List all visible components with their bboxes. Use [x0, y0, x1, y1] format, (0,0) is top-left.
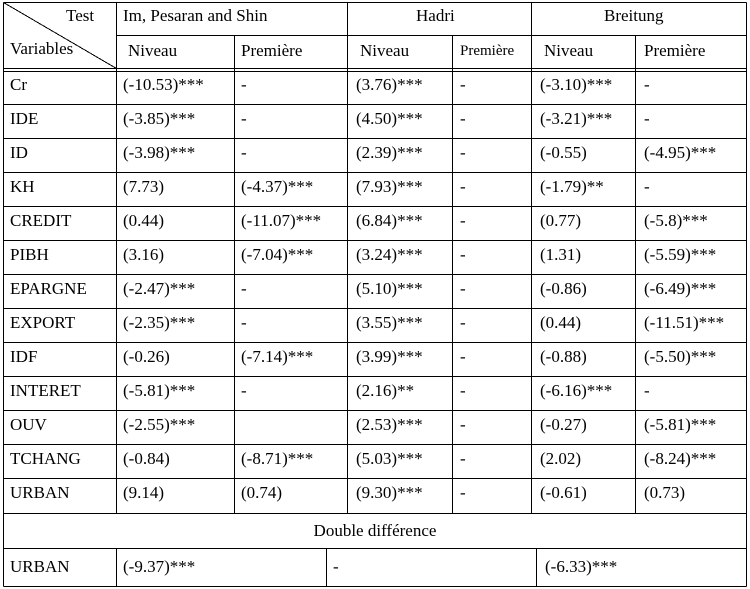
- table-cell-breitung-niveau: (-0.61): [540, 483, 587, 502]
- table-cell-hadri-premiere: -: [460, 381, 466, 400]
- table-cell-ips-premiere: (-8.71)***: [241, 449, 314, 468]
- table-cell-breitung-niveau: (2.02): [540, 449, 582, 468]
- subheader-breitung-niveau: Niveau: [544, 41, 594, 60]
- group-header-ips: Im, Pesaran and Shin: [123, 6, 268, 25]
- table-cell-breitung-premiere: (-8.24)***: [644, 449, 717, 468]
- table-cell-variable: IDF: [10, 347, 38, 366]
- table-cell-hadri-niveau: (2.39)***: [356, 143, 423, 162]
- table-cell-ips-premiere: -: [241, 109, 247, 128]
- table-cell-variable: TCHANG: [10, 449, 81, 468]
- table-cell-variable: PIBH: [10, 245, 49, 264]
- table-cell-variable: INTERET: [10, 381, 81, 400]
- table-cell-ips-niveau: (-2.47)***: [123, 279, 196, 298]
- table-cell-breitung-niveau: (-0.86): [540, 279, 587, 298]
- table-cell-hadri-niveau: (2.16)**: [356, 381, 415, 400]
- subheader-hadri-niveau: Niveau: [360, 41, 410, 60]
- table-cell-variable: IDE: [10, 109, 39, 128]
- table-cell-breitung-premiere: (-4.95)***: [644, 143, 717, 162]
- table-cell-hadri-premiere: -: [460, 177, 466, 196]
- table-cell-breitung-niveau: (-0.88): [540, 347, 587, 366]
- table-cell-variable: URBAN: [10, 483, 70, 502]
- table-cell-breitung-premiere: (-5.59)***: [644, 245, 717, 264]
- table-cell-variable: CREDIT: [10, 211, 72, 230]
- double-difference-hadri: -: [333, 557, 339, 576]
- table-cell-ips-premiere: (0.74): [241, 483, 283, 502]
- table-cell-variable: EXPORT: [10, 313, 76, 332]
- table-cell-hadri-niveau: (6.84)***: [356, 211, 423, 230]
- table-cell-ips-premiere: -: [241, 75, 247, 94]
- table-cell-ips-niveau: (-10.53)***: [123, 75, 204, 94]
- subheader-breitung-premiere: Première: [644, 41, 706, 60]
- table-cell-breitung-premiere: -: [644, 381, 650, 400]
- table-cell-breitung-niveau: (-3.21)***: [540, 109, 613, 128]
- table-cell-hadri-premiere: -: [460, 109, 466, 128]
- table-cell-breitung-premiere: (0.73): [644, 483, 686, 502]
- table-cell-breitung-premiere: -: [644, 109, 650, 128]
- table-cell-ips-niveau: (7.73): [123, 177, 165, 196]
- subheader-ips-niveau: Niveau: [128, 41, 178, 60]
- table-cell-ips-niveau: (9.14): [123, 483, 165, 502]
- table-cell-ips-niveau: (-0.26): [123, 347, 170, 366]
- table-cell-breitung-premiere: (-5.81)***: [644, 415, 717, 434]
- table-cell-breitung-premiere: (-5.50)***: [644, 347, 717, 366]
- table-cell-hadri-premiere: -: [460, 245, 466, 264]
- subheader-hadri-premiere: Première: [460, 43, 515, 59]
- corner-label-variables: Variables: [10, 39, 74, 58]
- table-cell-ips-premiere: -: [241, 313, 247, 332]
- table-cell-breitung-niveau: (-0.27): [540, 415, 587, 434]
- double-difference-title: Double différence: [313, 521, 437, 540]
- table-cell-hadri-premiere: -: [460, 75, 466, 94]
- table-cell-hadri-niveau: (3.99)***: [356, 347, 423, 366]
- table-cell-variable: ID: [10, 143, 28, 162]
- table-cell-breitung-niveau: (1.31): [540, 245, 582, 264]
- table-cell-breitung-niveau: (0.77): [540, 211, 582, 230]
- table-cell-hadri-niveau: (3.55)***: [356, 313, 423, 332]
- table-cell-ips-premiere: (-4.37)***: [241, 177, 314, 196]
- double-difference-ips: (-9.37)***: [123, 557, 196, 576]
- group-header-breitung: Breitung: [604, 6, 664, 25]
- double-difference-breitung: (-6.33)***: [545, 557, 618, 576]
- table-cell-ips-niveau: (-0.84): [123, 449, 170, 468]
- table-cell-ips-niveau: (3.16): [123, 245, 165, 264]
- table-cell-breitung-niveau: (-3.10)***: [540, 75, 613, 94]
- table-cell-variable: KH: [10, 177, 35, 196]
- table-cell-hadri-premiere: -: [460, 143, 466, 162]
- table-cell-hadri-premiere: -: [460, 415, 466, 434]
- subheader-ips-premiere: Première: [241, 41, 303, 60]
- table-cell-ips-premiere: (-7.14)***: [241, 347, 314, 366]
- table-cell-ips-niveau: (-5.81)***: [123, 381, 196, 400]
- table-cell-ips-premiere: (-11.07)***: [241, 211, 322, 230]
- table-cell-breitung-niveau: (-6.16)***: [540, 381, 613, 400]
- table-cell-breitung-niveau: (0.44): [540, 313, 582, 332]
- table-cell-hadri-niveau: (7.93)***: [356, 177, 423, 196]
- table-cell-variable: EPARGNE: [10, 279, 87, 298]
- table-cell-hadri-premiere: -: [460, 483, 466, 502]
- table-cell-breitung-premiere: -: [644, 75, 650, 94]
- table-cell-ips-niveau: (-2.55)***: [123, 415, 196, 434]
- table-cell-hadri-premiere: -: [460, 279, 466, 298]
- group-header-hadri: Hadri: [416, 6, 455, 25]
- table-cell-hadri-niveau: (3.24)***: [356, 245, 423, 264]
- table-cell-hadri-niveau: (5.10)***: [356, 279, 423, 298]
- table-cell-ips-premiere: -: [241, 143, 247, 162]
- table-cell-breitung-premiere: (-11.51)***: [644, 313, 725, 332]
- table-cell-hadri-premiere: -: [460, 313, 466, 332]
- table-cell-ips-premiere: -: [241, 381, 247, 400]
- table-cell-ips-niveau: (-2.35)***: [123, 313, 196, 332]
- table-cell-breitung-niveau: (-0.55): [540, 143, 587, 162]
- table-cell-breitung-premiere: -: [644, 177, 650, 196]
- table-cell-ips-niveau: (-3.85)***: [123, 109, 196, 128]
- table-cell-hadri-premiere: -: [460, 449, 466, 468]
- table-cell-variable: OUV: [10, 415, 47, 434]
- table-cell-ips-premiere: (-7.04)***: [241, 245, 314, 264]
- table-cell-ips-niveau: (-3.98)***: [123, 143, 196, 162]
- table-cell-hadri-niveau: (9.30)***: [356, 483, 423, 502]
- corner-label-test: Test: [66, 6, 95, 25]
- table-cell-breitung-premiere: (-6.49)***: [644, 279, 717, 298]
- table-cell-hadri-niveau: (5.03)***: [356, 449, 423, 468]
- table-cell-hadri-niveau: (4.50)***: [356, 109, 423, 128]
- table-cell-ips-premiere: -: [241, 279, 247, 298]
- table-cell-breitung-premiere: (-5.8)***: [644, 211, 708, 230]
- double-difference-variable: URBAN: [10, 557, 70, 576]
- table-cell-hadri-niveau: (2.53)***: [356, 415, 423, 434]
- table-cell-variable: Cr: [10, 75, 27, 94]
- table-cell-breitung-niveau: (-1.79)**: [540, 177, 604, 196]
- table-cell-hadri-premiere: -: [460, 347, 466, 366]
- table-cell-ips-niveau: (0.44): [123, 211, 165, 230]
- table-cell-hadri-premiere: -: [460, 211, 466, 230]
- table-cell-hadri-niveau: (3.76)***: [356, 75, 423, 94]
